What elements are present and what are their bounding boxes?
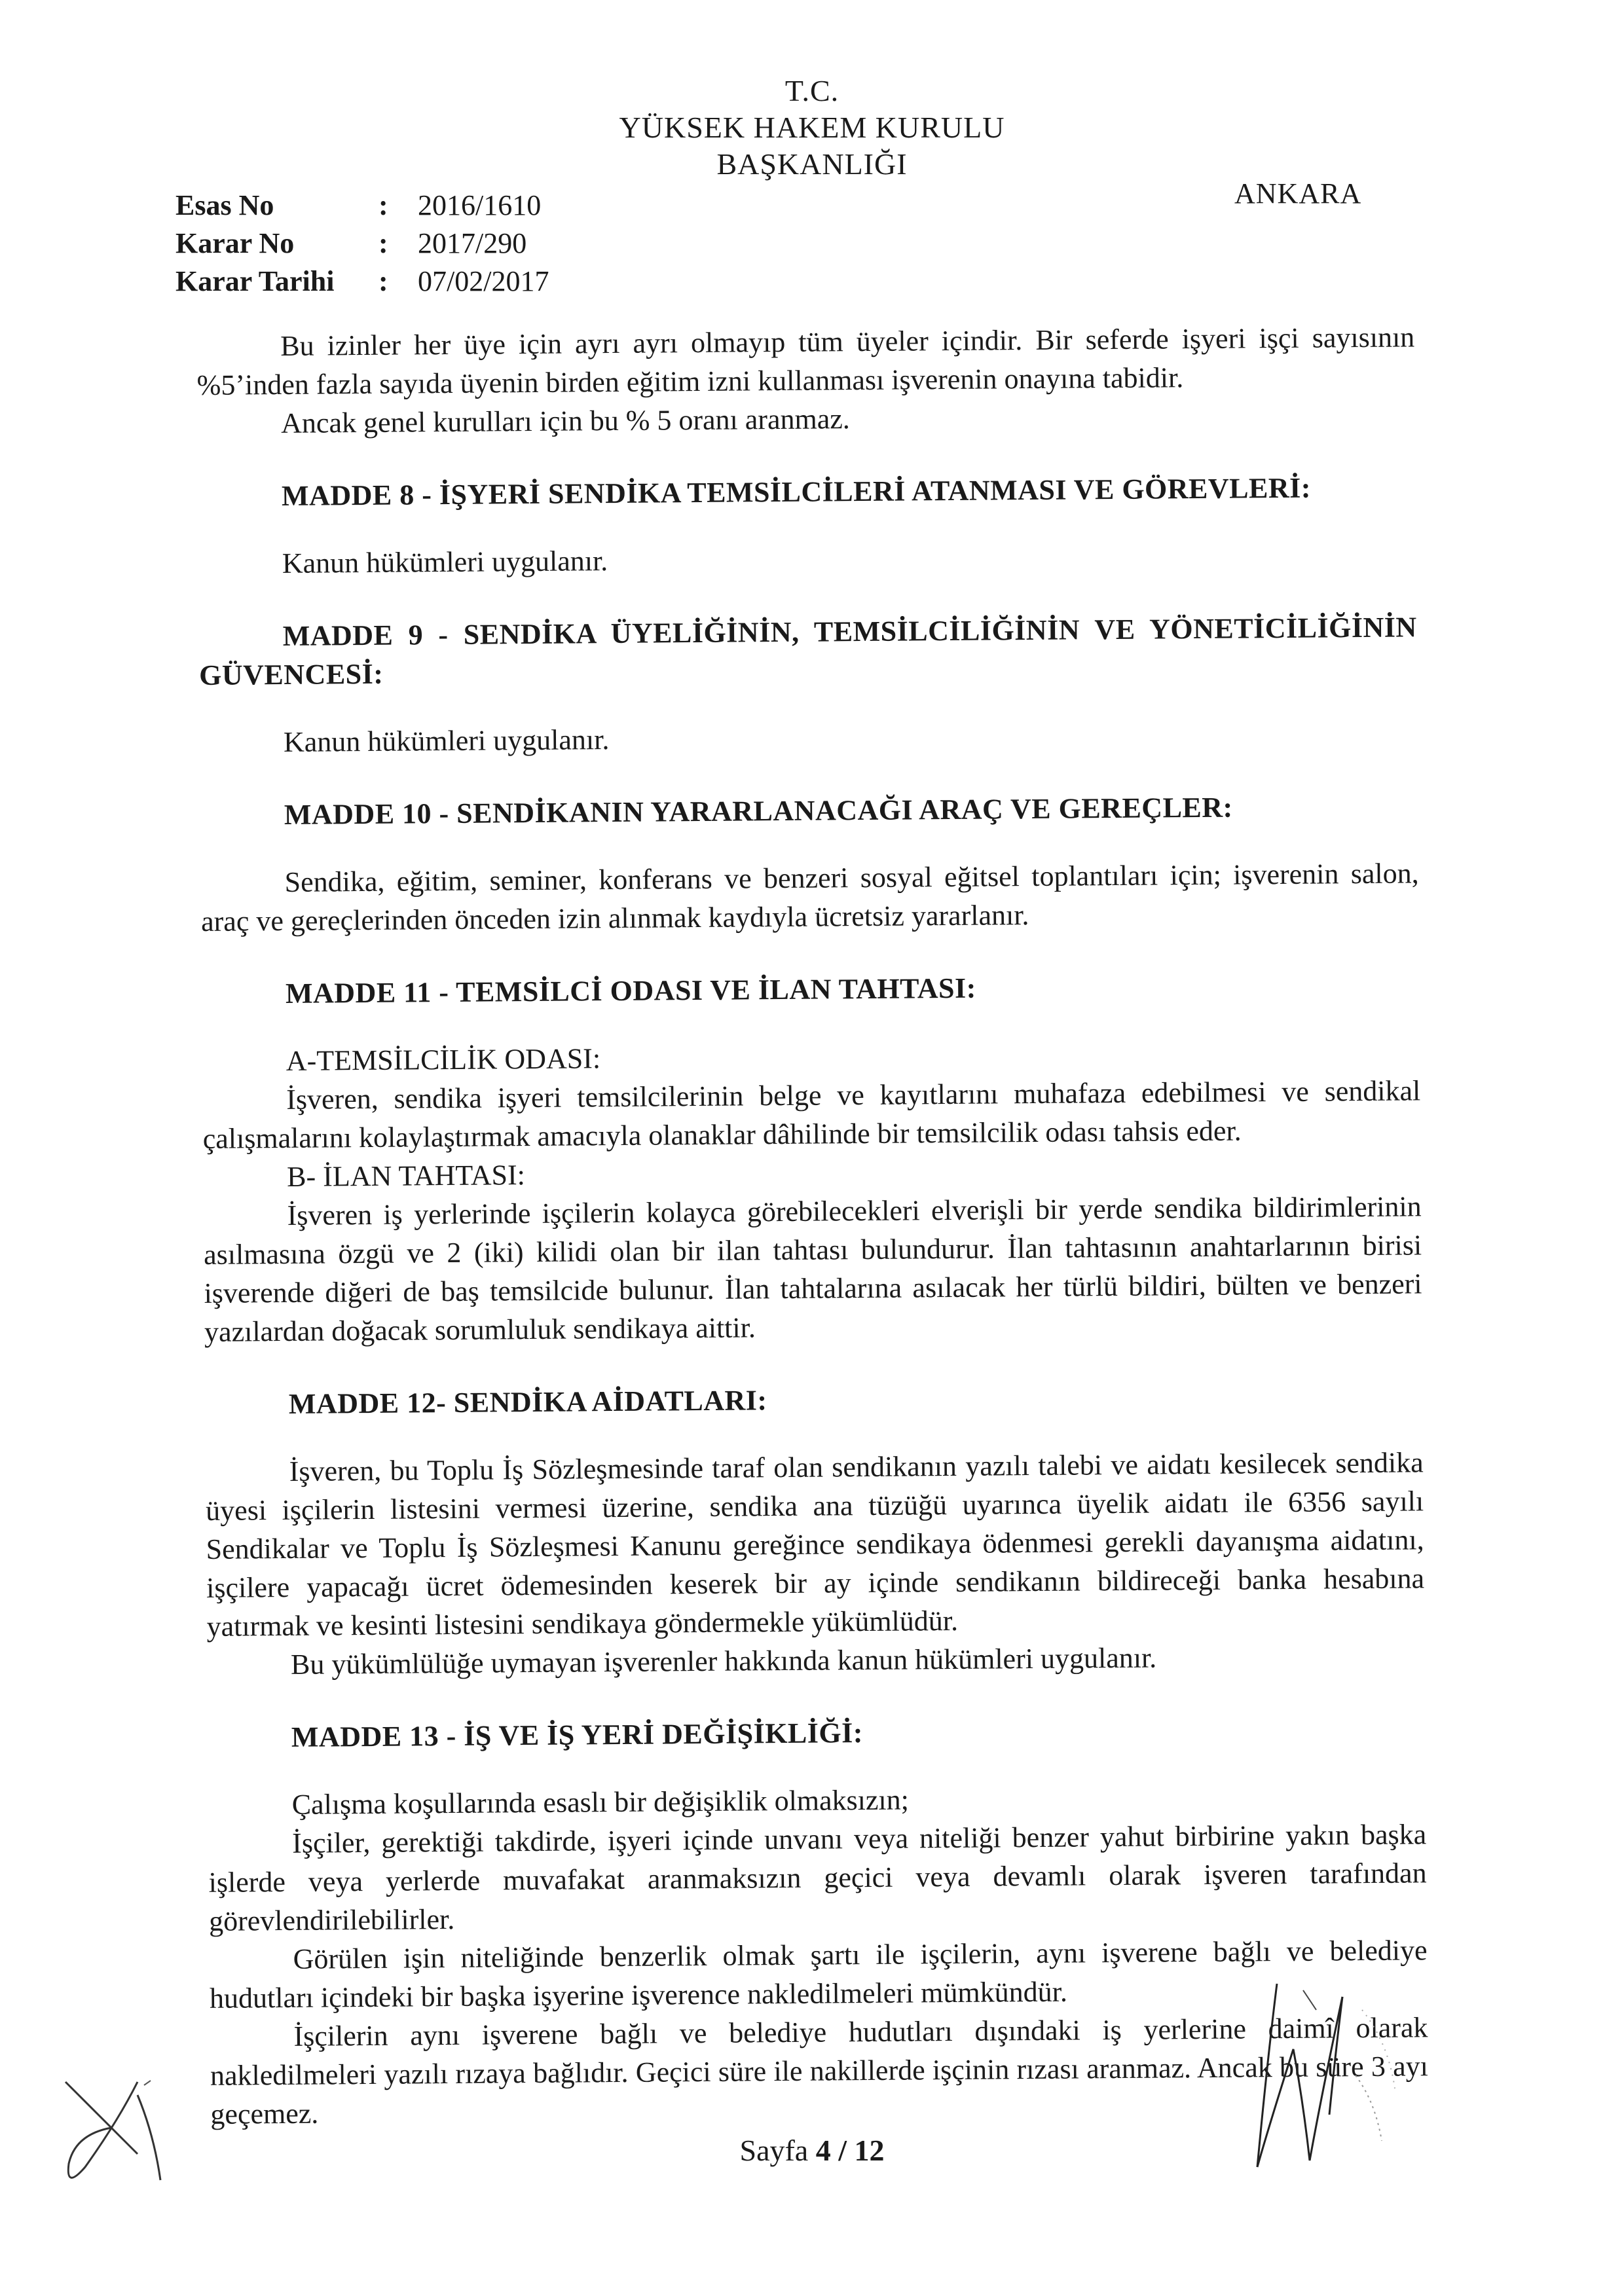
header-city: ANKARA [1234,177,1362,210]
section-text: Görülen işin niteliğinde benzerlik olmak şartı ile işçilerin, aynı işverene bağlı ve belediye hudutları içindeki bir başka işyerine işverence nakledilmeleri mümkündür. [209,1934,1428,2014]
section-heading: MADDE 8 - İŞYERİ SENDİKA TEMSİLCİLERİ ATANMASI VE GÖREVLERİ: [281,471,1312,512]
handwritten-signature-right [1231,1971,1414,2206]
case-meta [175,189,549,302]
meta-separator: : [378,265,388,297]
section-madde-10 [200,786,1420,941]
meta-separator: : [378,189,388,221]
section-madde-12 [205,1376,1426,1685]
meta-value: 07/02/2017 [418,265,549,297]
section-madde-9 [198,608,1418,762]
meta-row-karar [175,227,549,264]
section-heading: MADDE 10 - SENDİKANIN YARARLANACAĞI ARAÇ VE GEREÇLER: [284,791,1233,831]
intro-paragraph: Bu izinler her üye için ayrı ayrı olmayıp tüm üyeler içindir. Bir seferde işyeri işçi sayısının %5’inden fazla sayıda üyenin birden eğitim izni kullanması işverenin onayına tabidir. [196,321,1415,401]
section-text: İşveren iş yerlerinde işçilerin kolayca görebilecekleri elverişli bir yerde sendika bildirimlerinin asılmasına özgü ve 2 (iki) kilidi olan bir ilan tahtası bulundurur. İlan tahtasının anahtarlarının birisi işverende diğeri de baş temsilcide bulunur. İlan tahtalarına asılacak her türlü bildiri, bülten ve benzeri yazılardan doğacak sorumluluk sendikaya aittir. [203,1190,1422,1348]
section-heading: MADDE 9 - SENDİKA ÜYELİĞİNİN, TEMSİLCİLİĞİNİN VE YÖNETİCİLİĞİNİN GÜVENCESİ: [198,611,1417,691]
meta-label: Karar No [175,227,295,259]
meta-separator: : [378,227,388,259]
page-label: Sayfa [739,2134,809,2167]
section-text: Sendika, eğitim, seminer, konferans ve benzeri sosyal eğitsel toplantıları için; işverenin salon, araç ve gereçlerinden önceden izin alınmak kaydıyla ücretsiz yararlanır. [200,857,1419,938]
meta-label: Karar Tarihi [175,265,335,297]
section-text: Bu yükümlülüğe uymayan işverenler hakkında kanun hükümleri uygulanır. [290,1641,1157,1681]
section-heading: MADDE 12- SENDİKA AİDATLARI: [288,1384,767,1420]
document-body [196,318,1429,2134]
page-number: 4 / 12 [815,2134,885,2167]
section-text: İşçilerin aynı işverene bağlı ve belediye hudutları dışındaki iş yerlerine daimî olarak nakledilmeleri yazılı rızaya bağlıdır. Geçici süre ile nakillerde işçinin rızası aranmaz. Ancak bu süre 3 ayı geçemez. [210,2011,1429,2130]
section-heading: MADDE 11 - TEMSİLCİ ODASI VE İLAN TAHTASI: [285,972,976,1010]
intro-note: Ancak genel kurulları için bu % 5 oranı aranmaz. [280,403,850,439]
section-text: Çalışma koşullarında esaslı bir değişiklik olmaksızın; [291,1783,910,1821]
section-heading: MADDE 13 - İŞ VE İŞ YERİ DEĞİŞİKLİĞİ: [291,1717,864,1753]
section-text: İşçiler, gerektiği takdirde, işyeri içinde unvanı veya niteliği benzer yahut birbirine yakın başka işlerde veya yerlerde muvafakat aranmaksızın geçici veya devamlı olarak işveren tarafından görevlendirilebilirler. [208,1818,1427,1937]
meta-value: 2017/290 [418,227,527,259]
section-text: Kanun hükümleri uygulanır. [283,723,610,758]
meta-label: Esas No [175,189,274,221]
header-presidency: BAŞKANLIĞI [716,147,908,181]
header-institution: YÜKSEK HAKEM KURULU [619,111,1005,144]
meta-row-tarih [175,264,549,302]
section-text: İşveren, bu Toplu İş Sözleşmesinde taraf olan sendikanın yazılı talebi ve aidatı kesilecek sendika üyesi işçilerin listesini vermesi üzerine, sendika ana tüzüğü uyarınca üyelik aidatı ile 6356 sayılı Sendikalar ve Toplu İş Sözleşmesi Kanunu gereğince sendikaya ödenmesi gerekli dayanışma aidatını, işçilere yapacağı ücret ödemesinden keserek bir ay içinde sendikanın bildireceği banka hesabına yatırmak ve kesinti listesini sendikaya göndermekle yükümlüdür. [206,1446,1425,1643]
section-madde-11 [202,965,1422,1351]
initials-signature-left [39,2056,183,2200]
subheading-ilan-tahtasi: B- İLAN TAHTASI: [287,1159,526,1193]
section-text: Kanun hükümleri uygulanır. [282,545,608,579]
section-text: İşveren, sendika işyeri temsilcilerinin belge ve kayıtlarını muhafaza edebilmesi ve sendikal çalışmalarını kolaylaştırmak amacıyla olanaklar dâhilinde bir temsilcilik odası tahsis eder. [202,1074,1421,1155]
header-tc: T.C. [784,74,840,107]
subheading-temsilcilik-odasi: A-TEMSİLCİLİK ODASI: [286,1042,601,1077]
meta-row-esas [175,189,549,227]
section-madde-8 [198,467,1416,583]
meta-value: 2016/1610 [418,189,542,221]
